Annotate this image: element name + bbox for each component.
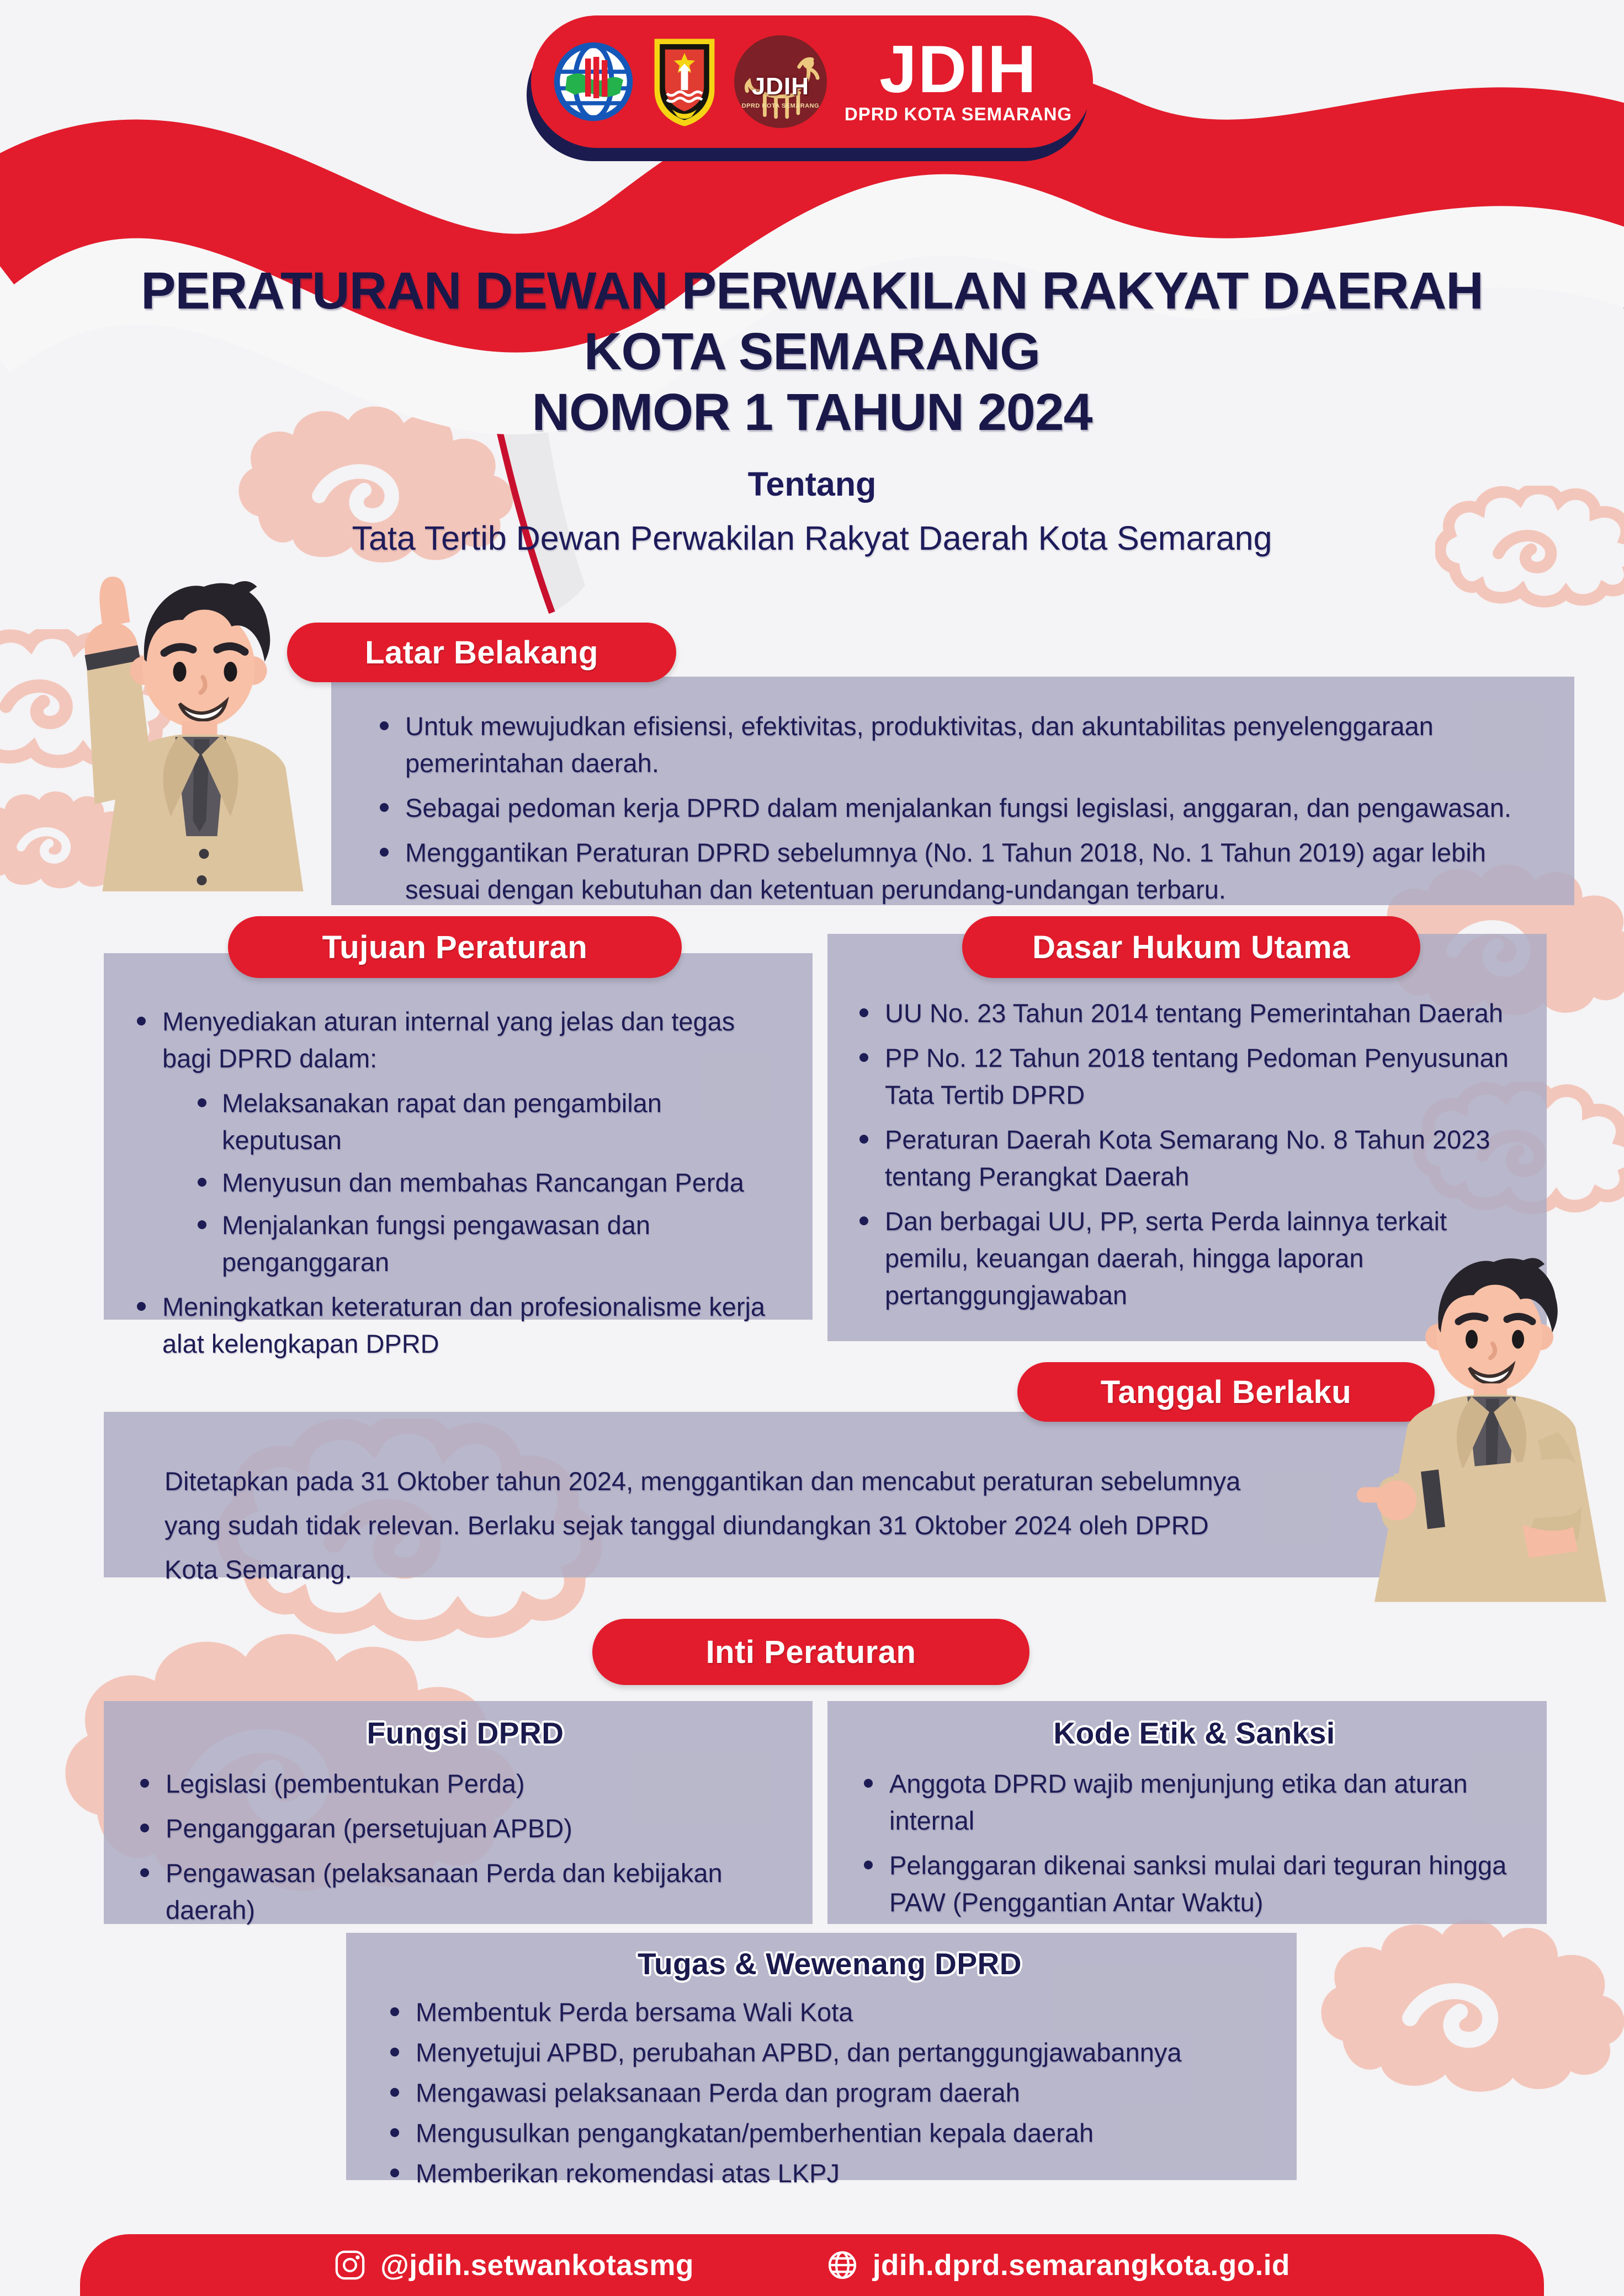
title-line-2: KOTA SEMARANG — [583, 322, 1041, 381]
warak-logo-title: JDIH — [751, 73, 810, 100]
list-item: Mengusulkan pengangkatan/pemberhentian kepala daerah — [390, 2114, 1269, 2151]
title-tentang: Tentang — [747, 465, 877, 503]
list-item: Anggota DPRD wajib menjunjung etika dan aturan internal — [864, 1765, 1525, 1839]
section-heading-latar-belakang: Latar Belakang — [287, 623, 676, 682]
section-heading-inti: Inti Peraturan — [592, 1619, 1029, 1685]
cloud-motif — [1314, 1915, 1624, 2108]
footer-website — [826, 2249, 1290, 2282]
bullet-dot — [137, 1302, 146, 1311]
bullet-dot — [864, 1861, 873, 1869]
list-item: Pengawasan (pelaksanaan Perda dan kebijakan daerah) — [140, 1854, 790, 1928]
list-item: PP No. 12 Tahun 2018 tentang Pedoman Penyusunan Tata Tertib DPRD — [859, 1039, 1525, 1113]
bullet-dot — [390, 2007, 399, 2016]
list-item: Pelanggaran dikenai sanksi mulai dari teguran hingga PAW (Penggantian Antar Waktu) — [864, 1847, 1525, 1921]
title-line-3: NOMOR 1 TAHUN 2024 — [532, 383, 1092, 442]
list-item: Menyusun dan membahas Rancangan Perda — [198, 1164, 786, 1201]
list-item: Menjalankan fungsi pengawasan dan penganggaran — [198, 1207, 786, 1280]
tujuan-sub-list — [198, 1085, 786, 1280]
bullet-dot — [137, 1017, 146, 1025]
bullet-dot — [390, 2088, 399, 2097]
list-item: Sebagai pedoman kerja DPRD dalam menjalankan fungsi legislasi, anggaran, dan pengawasan. — [380, 789, 1541, 826]
bullet-dot — [140, 1824, 149, 1832]
head — [1425, 1258, 1558, 1407]
list-item: Untuk mewujudkan efisiensi, efektivitas, produktivitas, dan akuntabilitas penyelenggaraan pemerintahan daerah. — [380, 708, 1541, 782]
bullet-dot — [380, 803, 389, 812]
tujuan-panel — [104, 953, 813, 1358]
bullet-dot — [390, 2128, 399, 2137]
title-line-1: PERATURAN DEWAN PERWAKILAN RAKYAT DAERAH — [141, 262, 1483, 320]
tugas-wewenang-list — [390, 1994, 1269, 2192]
bullet-dot — [198, 1098, 206, 1107]
bullet-dot — [380, 848, 389, 857]
bullet-dot — [198, 1220, 206, 1229]
tugas-wewenang-heading: Tugas & Wewenang DPRD — [637, 1947, 1022, 1981]
brand-title: JDIH — [879, 31, 1037, 107]
header-brand-card — [531, 15, 1093, 148]
section-heading-tujuan: Tujuan Peraturan — [228, 916, 682, 978]
kode-etik-list — [864, 1765, 1525, 1921]
list-item: Membentuk Perda bersama Wali Kota — [390, 1994, 1269, 2031]
semarang-city-emblem — [649, 35, 720, 128]
bullet-dot — [390, 2169, 399, 2177]
list-item: Menyetujui APBD, perubahan APBD, dan pertanggungjawabannya — [390, 2034, 1269, 2071]
list-item: Mengawasi pelaksanaan Perda dan program daerah — [390, 2074, 1269, 2111]
fungsi-dprd-heading: Fungsi DPRD — [367, 1716, 564, 1750]
bullet-dot — [859, 1008, 868, 1017]
bullet-dot — [380, 721, 389, 730]
tujuan-list — [137, 1003, 786, 1077]
head — [130, 581, 270, 748]
fungsi-dprd-panel — [104, 1701, 813, 1924]
title-block — [0, 261, 1624, 557]
instagram-icon — [334, 2249, 366, 2281]
bullet-dot — [859, 1216, 868, 1225]
title-subject: Tata Tertib Dewan Perwakilan Rakyat Daerah Kota Semarang — [352, 519, 1272, 557]
illustration-man-pointing-left — [1357, 1246, 1624, 1602]
bullet-dot — [198, 1178, 206, 1187]
tugas-wewenang-panel — [346, 1933, 1297, 2188]
section-heading-tanggal-berlaku: Tanggal Berlaku — [1017, 1362, 1435, 1422]
footer-instagram-handle: @jdih.setwankotasmg — [380, 2249, 694, 2282]
jdih-nasional-logo — [552, 40, 635, 123]
footer-bar — [80, 2234, 1544, 2296]
list-item: UU No. 23 Tahun 2014 tentang Pemerintahan Daerah — [859, 995, 1525, 1032]
footer-instagram — [334, 2249, 694, 2282]
bullet-dot — [390, 2048, 399, 2056]
brand-text — [844, 31, 1073, 125]
list-item: Legislasi (pembentukan Perda) — [140, 1765, 790, 1802]
bullet-dot — [859, 1135, 868, 1144]
list-item: Melaksanakan rapat dan pengambilan keputusan — [198, 1085, 786, 1158]
tanggal-berlaku-text: Ditetapkan pada 31 Oktober tahun 2024, menggantikan dan mencabut peraturan sebelumnya yang sudah tidak relevan. Berlaku sejak tanggal diundangkan 31 Oktober 2024 oleh DPRD Kota Semarang. — [164, 1466, 1241, 1584]
tanggal-berlaku-panel — [104, 1412, 1424, 1584]
list-item: Menggantikan Peraturan DPRD sebelumnya (No. 1 Tahun 2018, No. 1 Tahun 2019) agar lebih sesuai dengan kebutuhan dan ketentuan perundang-undangan terbaru. — [380, 834, 1541, 908]
jdih-dprd-warak-logo — [734, 35, 827, 128]
tujuan-list-closing — [137, 1288, 786, 1362]
list-item: Penganggaran (persetujuan APBD) — [140, 1810, 790, 1847]
warak-logo-subtitle: DPRD KOTA SEMARANG — [741, 103, 820, 109]
list-item: Meningkatkan keteraturan dan profesionalisme kerja alat kelengkapan DPRD — [137, 1288, 786, 1362]
section-heading-dasar-hukum: Dasar Hukum Utama — [962, 916, 1420, 978]
kode-etik-heading: Kode Etik & Sanksi — [1053, 1716, 1335, 1750]
brand-subtitle: DPRD KOTA SEMARANG — [844, 104, 1073, 124]
bullet-dot — [140, 1868, 149, 1877]
list-item: Memberikan rekomendasi atas LKPJ — [390, 2155, 1269, 2192]
illustration-man-pointing-up — [14, 560, 315, 891]
list-item: Dan berbagai UU, PP, serta Perda lainnya terkait pemilu, keuangan daerah, hingga laporan pertanggungjawaban — [859, 1203, 1525, 1314]
globe-icon — [826, 2249, 858, 2281]
list-item: Peraturan Daerah Kota Semarang No. 8 Tahun 2023 tentang Perangkat Daerah — [859, 1121, 1525, 1195]
bullet-dot — [140, 1779, 149, 1788]
bullet-dot — [859, 1053, 868, 1062]
torso — [103, 735, 304, 891]
bullet-dot — [864, 1779, 873, 1788]
latar-belakang-list — [380, 708, 1541, 908]
list-item: Menyediakan aturan internal yang jelas dan tegas bagi DPRD dalam: — [137, 1003, 786, 1077]
footer-website-url: jdih.dprd.semarangkota.go.id — [872, 2249, 1290, 2282]
fungsi-dprd-list — [140, 1765, 790, 1928]
latar-belakang-panel — [331, 677, 1574, 905]
kode-etik-panel — [827, 1701, 1547, 1924]
